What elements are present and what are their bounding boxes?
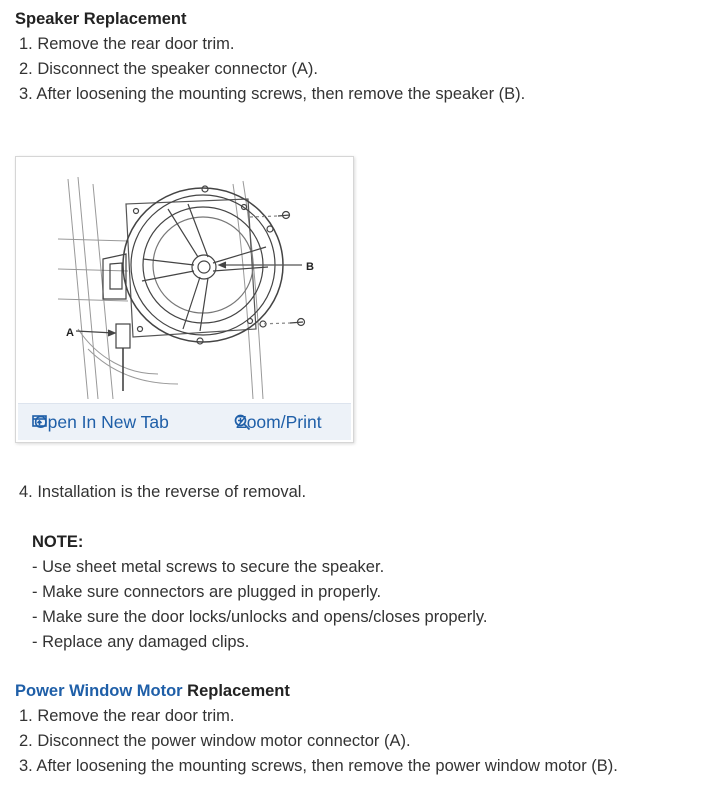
plate-hole [134, 209, 139, 214]
speaker-spoke [168, 204, 208, 257]
plate-hole [138, 327, 143, 332]
speaker-step-4: 4. Installation is the reverse of removal. [19, 483, 307, 501]
note-heading: NOTE: [32, 533, 84, 551]
leader-arrow-b [219, 262, 226, 268]
speaker-figure [15, 156, 354, 443]
note-item: - Make sure connectors are plugged in properly. [32, 583, 382, 601]
zoom-print-button[interactable] [232, 412, 322, 433]
figure-toolbar [18, 403, 351, 440]
speaker-step-1: 1. Remove the rear door trim. [19, 35, 235, 53]
power-window-motor-link[interactable]: Power Window Motor [15, 682, 183, 700]
speaker-spoke [142, 259, 194, 281]
motor-step-1: 1. Remove the rear door trim. [19, 707, 235, 725]
motor-step-3: 3. After loosening the mounting screws, then remove the power window motor (B). [19, 757, 618, 775]
speaker-center-cap [198, 261, 210, 273]
motor-section-title [15, 682, 290, 701]
speaker-connector [116, 324, 130, 348]
speaker-center [192, 255, 216, 279]
leader-arrow-a [108, 330, 115, 336]
speaker-step-3: 3. After loosening the mounting screws, then remove the speaker (B). [19, 85, 526, 103]
open-new-tab-label: Open In New Tab [34, 412, 169, 432]
speaker-section-title: Speaker Replacement [15, 10, 187, 28]
zoom-print-label: Zoom/Print [236, 412, 322, 432]
note-item: - Make sure the door locks/unlocks and opens/closes properly. [32, 608, 488, 626]
rim-screw [197, 338, 203, 344]
rim-screw [202, 186, 208, 192]
note-item: - Use sheet metal screws to secure the speaker. [32, 558, 385, 576]
label-a: A [66, 327, 74, 339]
rim-screw [267, 226, 273, 232]
open-new-tab-button[interactable] [30, 412, 169, 433]
speaker-diagram [18, 159, 351, 403]
speaker-step-2: 2. Disconnect the speaker connector (A). [19, 60, 318, 78]
mounting-plate [126, 199, 256, 337]
door-panel-lines [58, 177, 263, 399]
motor-step-2: 2. Disconnect the power window motor connector (A). [19, 732, 411, 750]
speaker-spoke [213, 247, 268, 271]
note-item: - Replace any damaged clips. [32, 633, 250, 651]
side-bracket-inner [110, 263, 122, 289]
motor-title-suffix: Replacement [182, 682, 290, 700]
label-b: B [306, 261, 314, 273]
